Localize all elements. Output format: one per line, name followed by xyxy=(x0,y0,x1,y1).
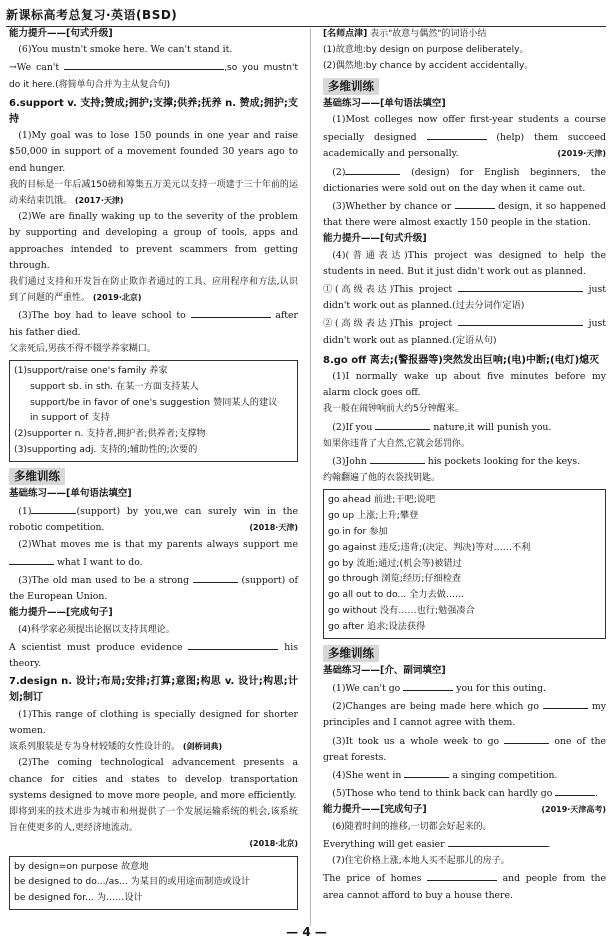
usage-line: go all out to do... 全力去做…… xyxy=(328,589,465,601)
usage-line: in support of 支持 xyxy=(30,412,110,424)
note-line: (1)故意地:by design on purpose deliberately。 xyxy=(323,45,529,56)
exercise-item xyxy=(323,163,606,197)
answer-blank[interactable] xyxy=(555,784,595,796)
page-header-title: 新课标高考总复习·英语(BSD) xyxy=(6,8,178,22)
exercise-text: (2) xyxy=(332,166,346,178)
exercise-text: (4)She went in xyxy=(332,770,402,782)
training-banner: 多维训练 xyxy=(323,78,379,95)
exercise-text: (support) of the European Union. xyxy=(9,575,298,603)
exercise-item xyxy=(9,58,298,92)
example-sentence xyxy=(9,306,298,340)
section-heading: 能力提升——[句式升级] xyxy=(323,233,427,245)
source-label: (2018·天津) xyxy=(249,523,298,533)
section-heading: 基础练习——[介、副词填空] xyxy=(323,664,446,676)
teacher-note-desc: 表示"故意与偶然"的词语小结 xyxy=(370,29,487,39)
usage-line: (3)supporting adj. 支持的;辅助性的;次要的 xyxy=(14,444,198,456)
answer-blank[interactable] xyxy=(427,869,497,881)
example-text: nature,it will punish you. xyxy=(433,421,552,433)
exercise-text: (support) by you,we can surely win in the robotic competition. xyxy=(9,506,298,534)
exercise-text: what I want to do. xyxy=(56,556,143,568)
example-translation: 如果你违背了大自然,它就会惩罚你。 xyxy=(323,438,470,449)
answer-blank[interactable] xyxy=(448,835,548,847)
exercise-item xyxy=(9,537,298,571)
example-translation xyxy=(9,739,298,755)
exercise-text: (help) them succeed academically and personally. xyxy=(323,132,606,160)
exercise-item xyxy=(323,679,606,697)
vocab-entry-heading: 6.support v. 支持;赞成;拥护;支撑;供养;抚养 n. 赞成;拥护;支持 xyxy=(9,97,298,126)
vocab-entry-heading: 8.go off 离去;(警报器等)突然发出巨响;(电)中断;(电灯)熄灭 xyxy=(323,354,600,366)
usage-line: (2)supporter n. 支持者,拥护者;供养者;支撑物 xyxy=(14,428,206,440)
answer-blank[interactable] xyxy=(375,418,430,430)
exercise-item xyxy=(9,571,298,605)
answer-blank[interactable] xyxy=(345,163,400,175)
exercise-text: and people from the area cannot afford to buy a house there. xyxy=(323,873,606,901)
example-text: after his father died. xyxy=(9,310,298,338)
example-translation xyxy=(9,804,298,836)
exercise-text: my principles and I cannot agree with them. xyxy=(323,701,606,729)
usage-box xyxy=(323,489,606,638)
note-line: (2)偶然地:by chance by accident accidentally。 xyxy=(323,61,534,72)
exercise-text: ①(高级表达)This project xyxy=(323,284,453,296)
training-banner: 多维训练 xyxy=(323,645,379,662)
answer-blank[interactable] xyxy=(370,452,425,464)
exercise-text: (1) xyxy=(18,506,32,518)
exercise-text: →We can't xyxy=(9,62,60,74)
exercise-item xyxy=(323,835,606,853)
answer-blank[interactable] xyxy=(504,732,549,744)
teacher-note xyxy=(323,26,606,42)
answer-blank[interactable] xyxy=(191,306,271,318)
usage-line: go without 没有……也行;勉强凑合 xyxy=(328,605,475,617)
usage-line: support/be in favor of one's suggestion 赞同某人的建议 xyxy=(30,396,278,408)
exercise-item xyxy=(323,314,606,348)
usage-line: be designed to do.../as... 为某目的或用途而制造或设计 xyxy=(14,876,251,888)
section-heading: 基础练习——[单句语法填空] xyxy=(9,488,132,500)
answer-blank[interactable] xyxy=(458,314,583,326)
exercise-text: (1)We can't go xyxy=(332,683,401,695)
vocab-entry-heading: 7.design n. 设计;布局;安排;打算;意图;构思 v. 设计;构思;计划;制订 xyxy=(9,676,298,704)
example-sentence: (2)The coming technological advancement presents a chance for cities and states to develop transportation systems designed to move more people, and more efficiently. xyxy=(9,757,298,801)
usage-line: go ahead 前进;干吧;说吧 xyxy=(328,494,436,506)
source-line xyxy=(9,836,298,852)
exercise-text: (1)Most colleges now offer first-year students a course specially designed xyxy=(323,114,606,144)
exercise-item xyxy=(323,280,606,314)
answer-blank[interactable] xyxy=(31,502,76,514)
example-sentence: (2)We are finally waking up to the severity of the problem by supporting and developing a group of tools, apps and approaches intended to prevent scammers from getting through. xyxy=(9,211,298,271)
usage-line: by design=on purpose 故意地 xyxy=(14,860,149,872)
example-sentence: (1)This range of clothing is specially designed for shorter women. xyxy=(9,708,298,736)
exercise-item xyxy=(323,112,606,163)
exercise-text: just didn't work out as planned.(定语从句) xyxy=(323,318,606,346)
answer-blank[interactable] xyxy=(403,679,453,691)
usage-line: go after 追求;设法获得 xyxy=(328,620,426,632)
answer-blank[interactable] xyxy=(188,638,278,650)
answer-blank[interactable] xyxy=(64,58,224,70)
example-translation xyxy=(9,177,298,209)
source-label: (2019·北京) xyxy=(92,293,142,303)
source-label: (2019·天津高考) xyxy=(541,805,606,815)
exercise-text: (3)Whether by chance or xyxy=(332,201,452,213)
example-sentence xyxy=(323,452,606,470)
teacher-note-label: [名师点津] xyxy=(323,29,368,39)
section-heading: 基础练习——[单句语法填空] xyxy=(323,97,446,109)
page-number: — 4 — xyxy=(286,925,327,939)
exercise-text: (2)Changes are being made here which go xyxy=(332,701,539,713)
exercise-item: (4)(普通表达)This project was designed to help the students in need. But it just didn't work out as planned. xyxy=(323,249,606,277)
exercise-text: (5)Those who tend to think back can hardly go xyxy=(332,788,553,800)
usage-line: go by 流逝;通过;(机会等)被错过 xyxy=(328,557,462,569)
usage-box xyxy=(9,360,298,462)
training-banner: 多维训练 xyxy=(9,468,65,485)
example-text: (2)If you xyxy=(332,421,373,433)
translation-text: 该系列服装是专为身材较矮的女性设计的。 xyxy=(9,742,181,753)
source-label: (剑桥词典) xyxy=(182,742,223,752)
section-heading: 能力提升——[完成句子] xyxy=(9,607,113,619)
column-divider xyxy=(310,28,311,926)
example-text: (3)John xyxy=(332,456,367,468)
exercise-text: . xyxy=(547,838,551,850)
page-header xyxy=(6,4,606,27)
source-label: (2017·天津) xyxy=(74,196,124,206)
exercise-text: just didn't work out as planned.(过去分词作定语) xyxy=(323,284,606,312)
usage-line: go against 违反;违背;(决定、判决)等对……不利 xyxy=(328,541,531,553)
usage-line: go through 浏览;经历;仔细检查 xyxy=(328,573,462,585)
example-text: (3)The boy had to leave school to xyxy=(18,310,186,322)
exercise-text: ②(高级表达)This project xyxy=(323,318,453,330)
example-translation: 我一般在闹钟响前大约5分钟醒来。 xyxy=(323,404,464,415)
usage-line: go in for 参加 xyxy=(328,526,388,538)
source-label: (2019·天津) xyxy=(557,149,606,159)
exercise-text: (2)What moves me is that my parents always support me xyxy=(18,538,298,550)
exercise-text: his theory. xyxy=(9,641,298,670)
exercise-item xyxy=(9,638,298,672)
exercise-item xyxy=(323,732,606,766)
exercise-text: . xyxy=(595,788,599,800)
exercise-item: (4)科学家必须提出论据以支持其理论。 xyxy=(18,624,175,635)
exercise-text: The price of homes xyxy=(323,873,422,885)
exercise-text: one of the great forests. xyxy=(323,735,607,763)
example-sentence: (1)I normally wake up about five minutes before my alarm clock goes off. xyxy=(323,371,606,399)
exercise-item: (6)随着时间的推移,一切都会好起来的。 xyxy=(332,821,492,832)
exercise-text: a singing competition. xyxy=(452,770,558,782)
answer-blank[interactable] xyxy=(455,197,495,209)
section-heading: 能力提升——[完成句子] xyxy=(323,804,427,816)
usage-line: support sb. in sth. 在某一方面支持某人 xyxy=(30,380,199,392)
answer-blank[interactable] xyxy=(458,280,583,292)
section-heading: 能力提升——[句式升级] xyxy=(9,28,113,39)
translation-text: 即将到来的技术进步为城市和州提供了一个发展运输系统的机会,该系统旨在使更多的人,更经济地流动。 xyxy=(9,806,298,834)
exercise-item xyxy=(323,697,606,731)
example-translation xyxy=(9,274,298,306)
exercise-item xyxy=(323,197,606,231)
answer-blank[interactable] xyxy=(9,553,54,565)
answer-blank[interactable] xyxy=(427,128,487,140)
answer-blank[interactable] xyxy=(543,697,588,709)
usage-line: go up 上涨;上升;攀登 xyxy=(328,510,419,522)
exercise-text: Everything will get easier xyxy=(323,838,445,850)
usage-line: (1)support/raise one's family 养家 xyxy=(14,365,168,377)
example-translation: 约翰翻遍了他的衣袋找钥匙。 xyxy=(323,473,441,484)
right-column xyxy=(323,26,606,904)
exercise-text: (3)The old man used to be a strong xyxy=(18,575,190,587)
usage-line: be designed for... 为……设计 xyxy=(14,892,143,904)
exercise-text: A scientist must produce evidence xyxy=(9,641,183,653)
usage-box xyxy=(9,856,298,910)
exercise-item xyxy=(323,766,606,784)
exercise-item: (6)You mustn't smoke here. We can't stand it. xyxy=(18,44,233,56)
example-translation: 父亲死后,男孩不得不辍学养家糊口。 xyxy=(9,343,156,354)
exercise-item xyxy=(323,869,606,903)
left-column xyxy=(9,26,298,913)
answer-blank[interactable] xyxy=(404,766,449,778)
example-text: his pockets looking for the keys. xyxy=(427,456,581,468)
example-sentence xyxy=(323,418,606,436)
exercise-text: (3)It took us a whole week to go xyxy=(332,735,500,747)
exercise-item: (7)住宅价格上涨,本地人买不起那儿的房子。 xyxy=(332,856,510,867)
exercise-item xyxy=(9,502,298,536)
exercise-text: design, it so happened that there were almost exactly 150 people in the station. xyxy=(323,201,606,229)
exercise-text: (design) for English beginners, the dictionaries were sold out on the day when it came out. xyxy=(323,166,606,194)
translation-text: 我们通过支持和开发旨在防止欺诈者通过的工具、应用程序和方法,认识到了问题的严重性。 xyxy=(9,277,298,304)
answer-blank[interactable] xyxy=(193,571,238,583)
exercise-text: you for this outing. xyxy=(456,683,547,695)
source-label: (2018·北京) xyxy=(249,839,298,849)
exercise-text: ,so you mustn't do it here.(将简单句合并为主从复合句) xyxy=(9,63,298,90)
translation-text: 我的目标是一年后减150磅和筹集五万美元以支持一项建于三十年前的运动来结束饥饿。 xyxy=(9,179,298,207)
example-sentence: (1)My goal was to lose 150 pounds in one year and raise $50,000 in support of a movement founded 30 years ago to end hunger. xyxy=(9,130,298,174)
